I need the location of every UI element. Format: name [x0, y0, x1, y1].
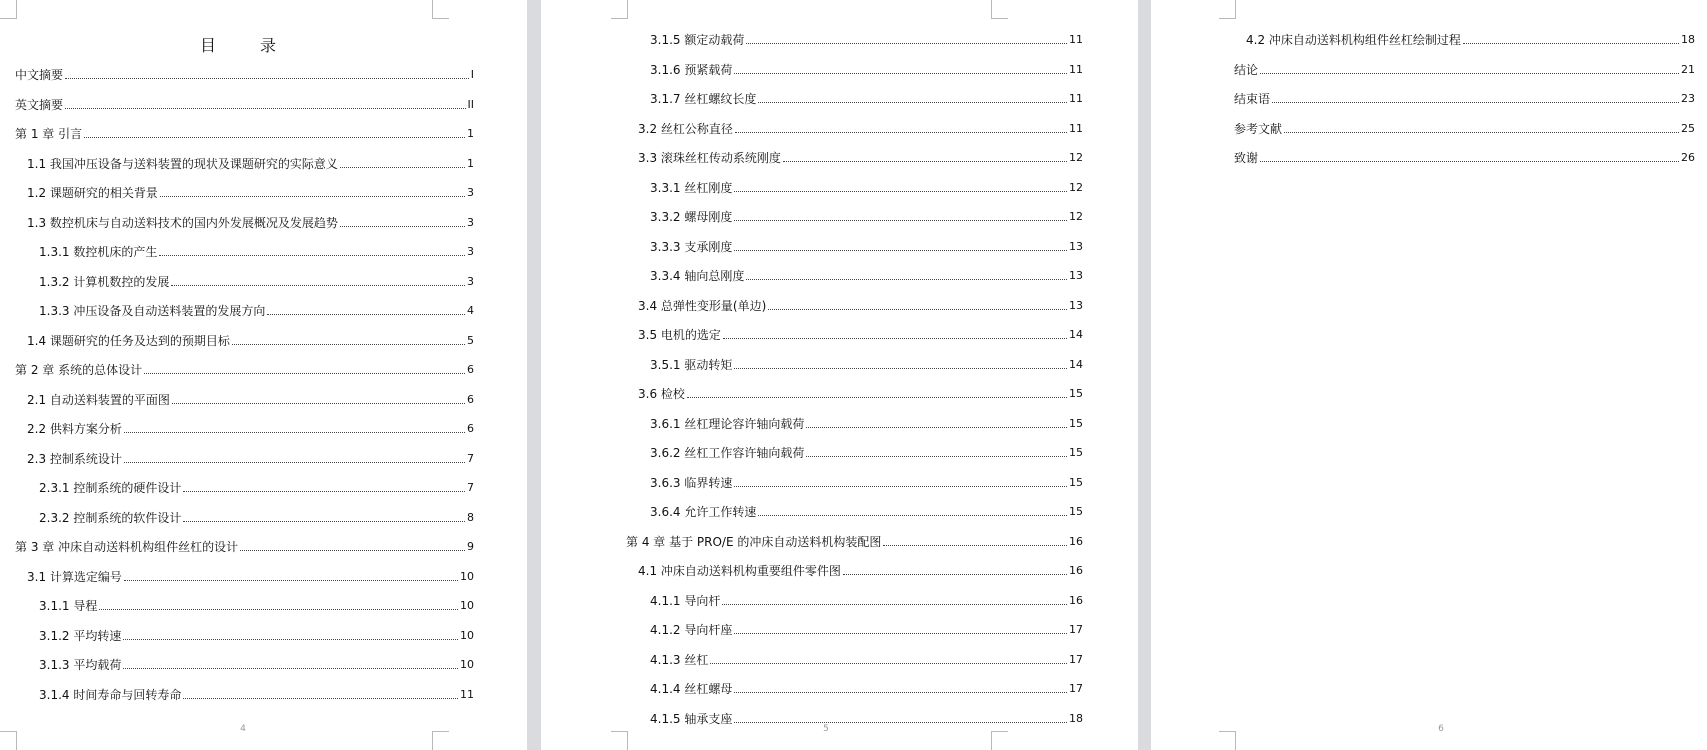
toc-entry-page-number: 15	[1069, 387, 1083, 400]
toc-entry-text: 3.3.4 轴向总刚度	[650, 269, 745, 283]
toc-dot-leader	[734, 485, 1067, 487]
toc-entry-text: 3.3.3 支承刚度	[650, 239, 733, 254]
toc-dot-leader	[183, 697, 458, 699]
toc-entry-text: 3.2 丝杠公称直径	[638, 121, 733, 136]
toc-entry-text: 4.1.4 丝杠螺母	[650, 682, 733, 696]
toc-entry[interactable]	[27, 212, 474, 230]
toc-entry[interactable]	[39, 625, 474, 643]
toc-entry[interactable]	[650, 678, 1083, 696]
toc-entry-text: 2.3.2 控制系统的软件设计	[39, 510, 182, 525]
toc-dot-leader	[734, 721, 1067, 723]
toc-entry[interactable]	[27, 182, 474, 200]
toc-entry[interactable]	[1234, 59, 1695, 77]
toc-entry-page-number: 15	[1069, 446, 1083, 459]
toc-entry[interactable]	[27, 330, 474, 348]
toc-dot-leader	[172, 402, 465, 404]
toc-entry[interactable]	[650, 177, 1083, 195]
toc-entry-page-number: 11	[1069, 92, 1083, 105]
toc-entry[interactable]	[650, 29, 1083, 47]
toc-entry-page-number: 13	[1069, 269, 1083, 282]
toc-dot-leader	[746, 278, 1067, 280]
toc-entry-text: 3.3.2 螺母刚度	[650, 210, 733, 224]
toc-entry-text: 3.5.1 驱动转矩	[650, 357, 733, 372]
toc-entry[interactable]	[39, 300, 474, 318]
toc-entry[interactable]	[39, 241, 474, 259]
toc-entry-page-number: 3	[467, 274, 474, 288]
toc-dot-leader	[183, 490, 465, 492]
toc-dot-leader	[1284, 131, 1679, 133]
toc-entry-text: 第 4 章 基于 PRO/E 的冲床自动送料机构装配图	[626, 534, 882, 549]
toc-dot-leader	[340, 166, 465, 168]
toc-entry[interactable]	[27, 153, 474, 171]
toc-entry[interactable]	[650, 501, 1083, 519]
toc-dot-leader	[124, 579, 458, 581]
toc-entry-page-number: 3	[467, 186, 474, 199]
toc-dot-leader	[734, 632, 1067, 634]
toc-entry[interactable]	[650, 265, 1083, 283]
toc-entry[interactable]	[39, 477, 474, 495]
toc-entry[interactable]	[39, 507, 474, 525]
toc-entry-page-number: 7	[467, 481, 474, 494]
toc-entry[interactable]	[650, 59, 1083, 77]
toc-entry-page-number: 4	[467, 304, 474, 317]
toc-entry[interactable]	[638, 383, 1083, 401]
toc-entry-page-number: 6	[467, 392, 474, 406]
toc-dot-leader	[267, 313, 465, 315]
toc-entry-text: 参考文献	[1234, 121, 1283, 136]
toc-entry[interactable]	[39, 654, 474, 672]
page-number-footer: 6	[1438, 724, 1444, 734]
toc-dot-leader	[99, 608, 458, 610]
toc-entry-page-number: 10	[460, 628, 474, 642]
toc-dot-leader	[758, 101, 1067, 103]
toc-title: 目 录	[199, 36, 290, 55]
toc-entry-page-number: 12	[1069, 210, 1083, 223]
toc-entry-text: 结束语	[1234, 92, 1271, 106]
toc-entry-text: 结论	[1234, 62, 1259, 77]
toc-entry-page-number: 12	[1069, 180, 1083, 194]
toc-dot-leader	[783, 160, 1067, 162]
page-corner-mark	[432, 0, 449, 19]
toc-entry-page-number: 23	[1681, 92, 1695, 105]
toc-entry[interactable]	[650, 708, 1083, 726]
toc-entry-text: 中文摘要	[15, 68, 64, 82]
toc-entry-text: 3.1.6 预紧载荷	[650, 62, 733, 77]
toc-entry-text: 致谢	[1234, 151, 1259, 165]
toc-entry[interactable]	[638, 324, 1083, 342]
toc-entry-page-number: 7	[467, 451, 474, 465]
toc-entry[interactable]	[650, 619, 1083, 637]
toc-dot-leader	[232, 343, 465, 345]
toc-dot-leader	[687, 396, 1067, 398]
toc-entry-page-number: 18	[1681, 33, 1695, 46]
document-page-6	[1151, 0, 1707, 750]
toc-entry-text: 3.6.3 临界转速	[650, 475, 733, 490]
toc-entry[interactable]	[1246, 29, 1695, 47]
toc-entry-text: 1.3.1 数控机床的产生	[39, 245, 158, 259]
toc-entry-page-number: 16	[1069, 534, 1083, 548]
toc-entry-text: 2.3 控制系统设计	[27, 451, 122, 466]
toc-entry[interactable]	[27, 566, 474, 584]
toc-entry-text: 3.1 计算选定编号	[27, 569, 122, 584]
toc-entry-page-number: 9	[467, 540, 474, 553]
toc-entry-page-number: 14	[1069, 328, 1083, 341]
toc-dot-leader	[734, 249, 1067, 251]
toc-entry-text: 2.1 自动送料装置的平面图	[27, 392, 170, 407]
toc-dot-leader	[1260, 160, 1679, 162]
toc-entry[interactable]	[638, 560, 1083, 578]
toc-entry-page-number: 11	[1069, 62, 1083, 76]
toc-dot-leader	[84, 136, 465, 138]
toc-dot-leader	[710, 662, 1067, 664]
toc-dot-leader	[722, 603, 1067, 605]
toc-entry-text: 1.4 课题研究的任务及达到的预期目标	[27, 333, 230, 348]
toc-entry[interactable]	[39, 271, 474, 289]
toc-entry-page-number: 11	[1069, 121, 1083, 135]
toc-dot-leader	[65, 107, 465, 109]
toc-entry-text: 3.3.1 丝杠刚度	[650, 180, 733, 195]
toc-entry-page-number: 25	[1681, 121, 1695, 135]
page-number-footer: 4	[240, 724, 246, 734]
toc-entry-page-number: 16	[1069, 593, 1083, 607]
toc-entry-page-number: 21	[1681, 62, 1695, 76]
toc-entry-text: 3.6.1 丝杠理论容许轴向载荷	[650, 416, 805, 431]
toc-entry-text: 3.1.2 平均转速	[39, 628, 122, 643]
toc-entry-page-number: 13	[1069, 239, 1083, 253]
toc-entry-text: 3.1.3 平均载荷	[39, 658, 122, 672]
toc-dot-leader	[734, 367, 1067, 369]
toc-entry[interactable]	[15, 123, 474, 141]
toc-dot-leader	[735, 131, 1067, 133]
toc-entry[interactable]	[650, 472, 1083, 490]
page-number-footer: 5	[823, 724, 829, 734]
page-corner-mark	[991, 0, 1008, 19]
toc-dot-leader	[758, 514, 1067, 516]
toc-dot-leader	[1272, 101, 1679, 103]
document-page-5	[541, 0, 1138, 750]
toc-entry-page-number: 11	[1069, 33, 1083, 46]
toc-entry-page-number: 17	[1069, 623, 1083, 636]
toc-entry-page-number: 8	[467, 510, 474, 524]
toc-entry-page-number: 5	[467, 333, 474, 347]
toc-entry-page-number: I	[470, 68, 474, 81]
toc-entry-text: 1.1 我国冲压设备与送料装置的现状及课题研究的实际意义	[27, 156, 338, 171]
toc-dot-leader	[183, 520, 465, 522]
toc-entry-text: 2.3.1 控制系统的硬件设计	[39, 481, 182, 495]
toc-entry-text: 4.2 冲床自动送料机构组件丝杠绘制过程	[1246, 33, 1461, 47]
toc-dot-leader	[734, 219, 1067, 221]
toc-dot-leader	[734, 691, 1067, 693]
toc-entry[interactable]	[650, 413, 1083, 431]
toc-entry-page-number: 1	[467, 156, 474, 170]
toc-entry[interactable]	[15, 94, 474, 112]
toc-entry[interactable]	[1234, 118, 1695, 136]
toc-dot-leader	[734, 190, 1067, 192]
toc-entry-page-number: 18	[1069, 711, 1083, 725]
toc-entry-page-number: 17	[1069, 682, 1083, 695]
toc-entry[interactable]	[27, 389, 474, 407]
toc-entry[interactable]	[650, 649, 1083, 667]
toc-entry-page-number: 16	[1069, 564, 1083, 577]
toc-dot-leader	[65, 77, 469, 79]
toc-entry[interactable]	[39, 595, 474, 613]
toc-entry-page-number: 11	[460, 687, 474, 701]
toc-entry[interactable]	[15, 64, 474, 82]
toc-entry-page-number: 15	[1069, 505, 1083, 518]
toc-entry[interactable]	[15, 536, 474, 554]
toc-dot-leader	[159, 254, 465, 256]
toc-dot-leader	[883, 544, 1067, 546]
toc-entry-page-number: 12	[1069, 151, 1083, 164]
toc-entry[interactable]	[15, 359, 474, 377]
toc-dot-leader	[123, 667, 458, 669]
toc-dot-leader	[240, 549, 465, 551]
toc-entry-page-number: 3	[467, 215, 474, 229]
toc-entry[interactable]	[27, 448, 474, 466]
toc-entry[interactable]	[1234, 88, 1695, 106]
toc-entry-text: 3.1.7 丝杠螺纹长度	[650, 92, 757, 106]
toc-dot-leader	[806, 455, 1067, 457]
toc-entry-text: 3.1.1 导程	[39, 599, 98, 613]
toc-entry-page-number: 10	[460, 569, 474, 583]
toc-entry[interactable]	[638, 147, 1083, 165]
toc-dot-leader	[746, 42, 1067, 44]
toc-entry-text: 3.6.4 允许工作转速	[650, 505, 757, 519]
toc-entry-text: 英文摘要	[15, 97, 64, 112]
toc-entry-page-number: 10	[460, 599, 474, 612]
toc-entry-page-number: 13	[1069, 298, 1083, 312]
toc-entry-text: 4.1.3 丝杠	[650, 652, 709, 667]
toc-entry-text: 4.1.5 轴承支座	[650, 711, 733, 726]
toc-entry-text: 4.1.1 导向杆	[650, 593, 721, 608]
toc-entry-text: 第 3 章 冲床自动送料机构组件丝杠的设计	[15, 540, 239, 554]
toc-dot-leader	[723, 337, 1067, 339]
toc-entry-text: 3.4 总弹性变形量(单边)	[638, 298, 767, 313]
toc-entry-page-number: 26	[1681, 151, 1695, 164]
toc-entry-text: 3.3 滚珠丝杠传动系统刚度	[638, 151, 781, 165]
toc-dot-leader	[160, 195, 465, 197]
toc-entry-text: 1.2 课题研究的相关背景	[27, 186, 158, 200]
toc-dot-leader	[843, 573, 1067, 575]
toc-dot-leader	[144, 372, 465, 374]
toc-entry-text: 1.3.2 计算机数控的发展	[39, 274, 170, 289]
toc-entry-page-number: 14	[1069, 357, 1083, 371]
toc-dot-leader	[1463, 42, 1679, 44]
page-corner-mark	[611, 0, 628, 19]
toc-entry[interactable]	[650, 236, 1083, 254]
toc-entry-page-number: 3	[467, 245, 474, 258]
toc-entry[interactable]	[650, 442, 1083, 460]
toc-entry-text: 4.1.2 导向杆座	[650, 623, 733, 637]
toc-entry[interactable]	[650, 590, 1083, 608]
toc-entry-text: 3.5 电机的选定	[638, 328, 721, 342]
toc-entry-page-number: II	[467, 97, 474, 111]
toc-dot-leader	[124, 461, 465, 463]
toc-dot-leader	[806, 426, 1067, 428]
document-page-4	[0, 0, 527, 750]
toc-dot-leader	[734, 72, 1067, 74]
toc-dot-leader	[340, 225, 465, 227]
toc-entry[interactable]	[39, 684, 474, 702]
toc-entry-page-number: 6	[467, 363, 474, 376]
toc-entry[interactable]	[638, 118, 1083, 136]
toc-entry-page-number: 17	[1069, 652, 1083, 666]
toc-entry-text: 1.3 数控机床与自动送料技术的国内外发展概况及发展趋势	[27, 215, 338, 230]
toc-entry[interactable]	[638, 295, 1083, 313]
toc-entry[interactable]	[626, 531, 1083, 549]
page-corner-mark	[0, 0, 17, 19]
toc-entry-page-number: 1	[467, 127, 474, 140]
toc-entry[interactable]	[650, 206, 1083, 224]
toc-entry[interactable]	[650, 354, 1083, 372]
toc-entry-text: 4.1 冲床自动送料机构重要组件零件图	[638, 564, 841, 578]
toc-entry-text: 第 1 章 引言	[15, 127, 83, 141]
toc-dot-leader	[124, 431, 465, 433]
toc-dot-leader	[171, 284, 465, 286]
toc-entry-text: 3.1.4 时间寿命与回转寿命	[39, 687, 182, 702]
toc-entry-text: 3.1.5 额定动载荷	[650, 33, 745, 47]
toc-entry[interactable]	[27, 418, 474, 436]
toc-entry-text: 第 2 章 系统的总体设计	[15, 363, 143, 377]
toc-entry-page-number: 15	[1069, 416, 1083, 430]
page-corner-mark	[1219, 0, 1236, 19]
toc-entry-page-number: 10	[460, 658, 474, 671]
toc-entry-text: 3.6 检校	[638, 387, 685, 401]
toc-entry[interactable]	[650, 88, 1083, 106]
toc-dot-leader	[1260, 72, 1679, 74]
toc-entry-text: 1.3.3 冲压设备及自动送料装置的发展方向	[39, 304, 266, 318]
toc-entry[interactable]	[1234, 147, 1695, 165]
toc-entry-text: 3.6.2 丝杠工作容许轴向载荷	[650, 446, 805, 460]
toc-entry-text: 2.2 供料方案分析	[27, 422, 122, 436]
toc-dot-leader	[768, 308, 1067, 310]
toc-dot-leader	[123, 638, 458, 640]
toc-entry-page-number: 6	[467, 422, 474, 435]
toc-entry-page-number: 15	[1069, 475, 1083, 489]
